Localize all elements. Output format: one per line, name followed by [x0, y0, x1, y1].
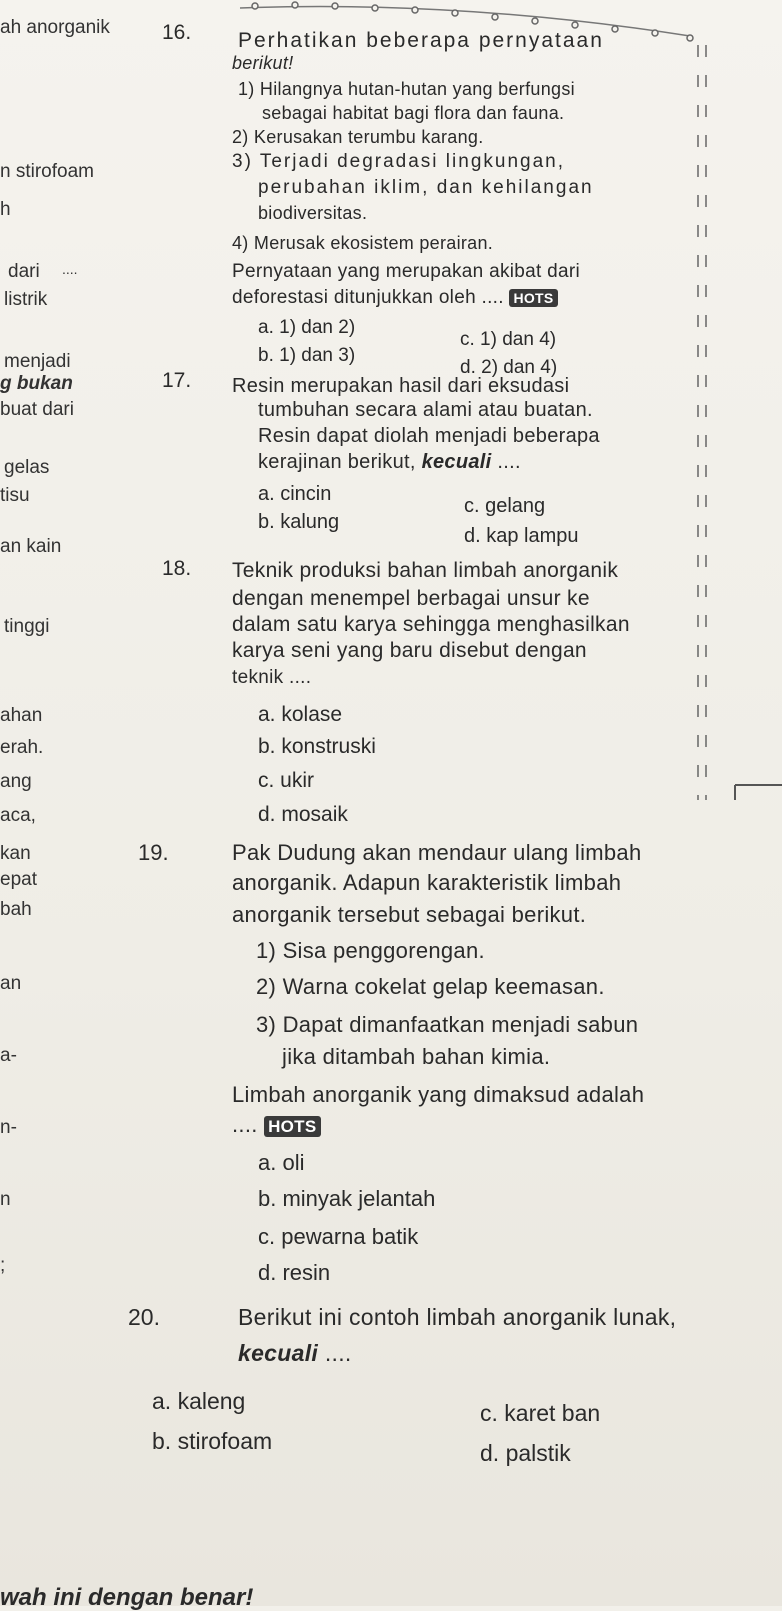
option-a[interactable]: a. oli [258, 1150, 305, 1175]
option-d[interactable]: d. kap lampu [464, 525, 579, 547]
question-19-prompt: Limbah anorganik yang dimaksud adalah [232, 1082, 645, 1107]
question-17-number: 17. [162, 369, 192, 392]
question-19-text: anorganik tersebut sebagai berikut. [232, 902, 587, 927]
question-16-prompt [232, 288, 558, 307]
question-19-number: 19. [138, 840, 169, 865]
left-fragment: .... [62, 261, 78, 277]
question-16-number: 16. [162, 21, 192, 44]
question-17-text: Resin dapat diolah menjadi beberapa [258, 425, 600, 447]
left-fragment: tisu [0, 485, 30, 506]
statement-3: 3) Terjadi degradasi lingkungan, [232, 151, 565, 172]
left-fragment: ah anorganik [0, 17, 110, 38]
question-20-number: 20. [128, 1304, 160, 1330]
left-fragment: gelas [4, 457, 50, 478]
left-fragment: n stirofoam [0, 161, 94, 182]
question-16-prompt-text: deforestasi ditunjukkan oleh .... [232, 287, 504, 308]
question-19-prompt-cont [232, 1114, 321, 1137]
question-20-text: Berikut ini contoh limbah anorganik lunak, [238, 1304, 677, 1330]
option-b[interactable]: b. kalung [258, 511, 340, 533]
statement-2: 2) Warna cokelat gelap keemasan. [256, 974, 605, 999]
left-fragment: ; [0, 1255, 6, 1276]
left-fragment: a- [0, 1045, 17, 1066]
question-18-text: teknik .... [232, 667, 312, 688]
option-c[interactable]: c. ukir [258, 769, 315, 792]
option-c[interactable]: c. 1) dan 4) [460, 329, 557, 350]
section-instruction: wah ini dengan benar! [0, 1584, 254, 1611]
statement-1: 1) Sisa penggorengan. [256, 938, 485, 963]
left-fragment: tinggi [4, 616, 50, 637]
question-17-text [258, 452, 521, 472]
option-d[interactable]: d. palstik [480, 1440, 571, 1466]
left-fragment: ahan [0, 705, 43, 726]
option-c[interactable]: c. karet ban [480, 1400, 601, 1426]
question-16-text: berikut! [232, 53, 294, 73]
option-a[interactable]: a. kaleng [152, 1388, 246, 1414]
question-19-text: Pak Dudung akan mendaur ulang limbah [232, 840, 642, 865]
left-fragment: an [0, 973, 22, 994]
left-fragment: n- [0, 1117, 17, 1138]
question-16-text: Perhatikan beberapa pernyataan [238, 29, 604, 52]
option-c[interactable]: c. gelang [464, 495, 546, 517]
left-fragment: menjadi [4, 351, 71, 372]
left-fragment: listrik [4, 289, 48, 310]
question-19-text: anorganik. Adapun karakteristik limbah [232, 870, 622, 895]
question-18-text: Teknik produksi bahan limbah anorganik [232, 559, 619, 582]
left-fragment: bah [0, 899, 32, 920]
left-fragment: g bukan [0, 373, 73, 394]
statement-3-cont: perubahan iklim, dan kehilangan [258, 177, 594, 198]
option-d[interactable]: d. resin [258, 1260, 331, 1285]
left-fragment: an kain [0, 536, 62, 557]
option-c[interactable]: c. pewarna batik [258, 1224, 419, 1249]
option-b[interactable]: b. minyak jelantah [258, 1186, 436, 1211]
question-19-ellipsis: .... [232, 1112, 258, 1137]
statement-1-cont: sebagai habitat bagi flora dan fauna. [262, 103, 565, 123]
question-18-text: karya seni yang baru disebut dengan [232, 639, 587, 662]
hots-badge: HOTS [509, 289, 557, 307]
option-a[interactable]: a. cincin [258, 483, 332, 505]
left-fragment: n [0, 1189, 11, 1210]
question-18-text: dengan menempel berbagai unsur ke [232, 587, 590, 610]
left-fragment: epat [0, 869, 37, 890]
left-fragment: buat dari [0, 399, 74, 420]
kecuali-emphasis: kecuali [421, 451, 492, 473]
option-d[interactable]: d. 2) dan 4) [460, 357, 558, 378]
left-fragment: h [0, 199, 11, 220]
question-16-prompt: Pernyataan yang merupakan akibat dari [232, 261, 581, 282]
question-18-number: 18. [162, 557, 192, 580]
option-b[interactable]: b. konstruski [258, 735, 376, 758]
question-17-ellipsis: .... [497, 451, 521, 473]
statement-3: 3) Dapat dimanfaatkan menjadi sabun [256, 1012, 639, 1037]
option-a[interactable]: a. kolase [258, 703, 343, 726]
left-fragment: aca, [0, 805, 36, 826]
left-fragment: ang [0, 771, 32, 792]
question-18-text: dalam satu karya sehingga menghasilkan [232, 613, 630, 636]
left-fragment: erah. [0, 737, 44, 758]
question-17-text: tumbuhan secara alami atau buatan. [258, 399, 593, 421]
question-20-ellipsis: .... [324, 1340, 352, 1366]
question-17-text: Resin merupakan hasil dari eksudasi [232, 375, 570, 397]
option-b[interactable]: b. 1) dan 3) [258, 345, 356, 366]
option-b[interactable]: b. stirofoam [152, 1428, 273, 1454]
option-a[interactable]: a. 1) dan 2) [258, 317, 356, 338]
statement-4: 4) Merusak ekosistem perairan. [232, 233, 494, 253]
statement-3-cont: jika ditambah bahan kimia. [282, 1044, 551, 1069]
statement-2: 2) Kerusakan terumbu karang. [232, 127, 484, 147]
kecuali-emphasis: kecuali [238, 1340, 319, 1366]
left-fragment: kan [0, 843, 31, 864]
hots-badge: HOTS [264, 1116, 320, 1137]
option-d[interactable]: d. mosaik [258, 803, 348, 826]
statement-1: 1) Hilangnya hutan-hutan yang berfungsi [238, 79, 575, 99]
question-20-text [238, 1342, 352, 1365]
left-fragment: dari [8, 261, 40, 282]
statement-3-cont: biodiversitas. [258, 203, 368, 223]
question-17-text-prefix: kerajinan berikut, [258, 451, 416, 473]
